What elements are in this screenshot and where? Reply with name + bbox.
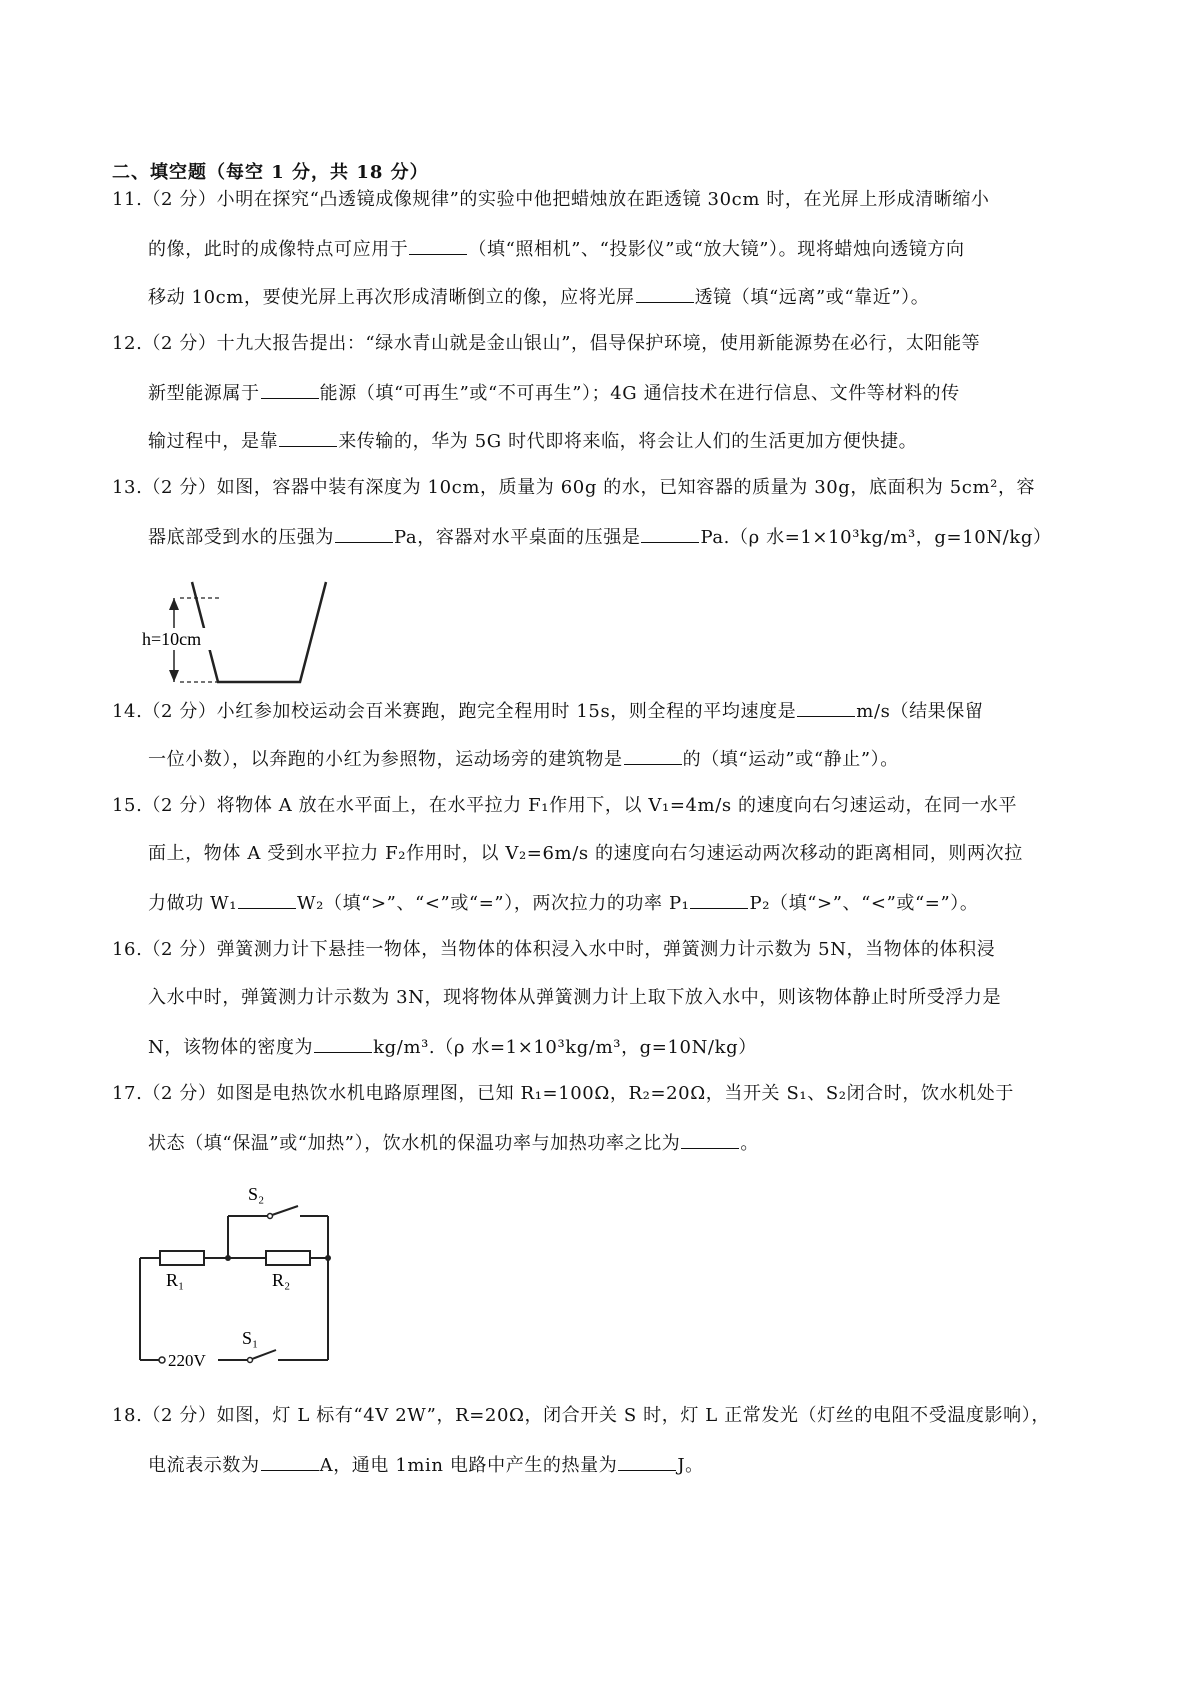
resistor-r1-icon — [160, 1251, 204, 1265]
question-16-line-3 — [148, 1034, 757, 1060]
question-11-line-2 — [148, 236, 965, 262]
question-points: （2 分） — [142, 477, 217, 498]
answer-blank[interactable] — [624, 746, 682, 765]
answer-blank[interactable] — [279, 428, 337, 447]
question-15-line-3 — [148, 890, 978, 916]
question-text: 一位小数），以奔跑的小红为参照物，运动场旁的建筑物是 — [148, 749, 623, 770]
question-text: 电流表示数为 — [148, 1455, 260, 1476]
s2-label: S₂ — [248, 1184, 265, 1204]
question-11-line-1 — [112, 188, 990, 212]
question-text: 。 — [740, 1133, 760, 1154]
question-points: （2 分） — [142, 701, 217, 722]
question-text: 弹簧测力计下悬挂一物体，当物体的体积浸入水中时，弹簧测力计示数为 5N，当物体的体积浸 — [216, 939, 996, 960]
question-text: P₂（填“>”、“<”或“=”）。 — [749, 893, 979, 914]
answer-blank[interactable] — [261, 380, 319, 399]
question-text: A，通电 1min 电路中产生的热量为 — [319, 1455, 618, 1476]
question-points: （2 分） — [142, 189, 217, 210]
question-number: 11. — [112, 189, 143, 210]
question-text: 如图，容器中装有深度为 10cm，质量为 60g 的水，已知容器的质量为 30g，底面积为 5cm²，容 — [216, 477, 1036, 498]
s1-label: S₁ — [242, 1328, 259, 1348]
question-text: 将物体 A 放在水平面上，在水平拉力 F₁作用下，以 V₁=4m/s 的速度向右匀速运动，在同一水平 — [216, 795, 1018, 816]
question-points: （2 分） — [142, 939, 217, 960]
question-text: 小明在探究“凸透镜成像规律”的实验中他把蜡烛放在距透镜 30cm 时，在光屏上形成清晰缩小 — [216, 189, 990, 210]
question-11-line-3 — [148, 284, 929, 310]
question-text: 能源（填“可再生”或“不可再生”）；4G 通信技术在进行信息、文件等材料的传 — [319, 383, 960, 404]
answer-blank[interactable] — [335, 524, 393, 543]
answer-blank[interactable] — [409, 236, 467, 255]
question-14-line-2 — [148, 746, 899, 772]
question-12-line-2 — [148, 380, 960, 406]
question-text: 来传输的，华为 5G 时代即将来临，将会让人们的生活更加方便快捷。 — [338, 431, 918, 452]
switch-s1-icon — [252, 1350, 276, 1359]
answer-blank[interactable] — [641, 524, 699, 543]
circuit-figure — [130, 1178, 340, 1378]
question-text: 如图是电热饮水机电路原理图，已知 R₁=100Ω，R₂=20Ω，当开关 S₁、S₂闭合时，饮水机处于 — [216, 1083, 1014, 1104]
question-17-line-1 — [112, 1082, 1014, 1106]
answer-blank[interactable] — [314, 1034, 372, 1053]
question-text: W₂（填“>”、“<”或“=”），两次拉力的功率 P₁ — [297, 893, 690, 914]
question-text: 器底部受到水的压强为 — [148, 527, 334, 548]
question-text: 移动 10cm，要使光屏上再次形成清晰倒立的像，应将光屏 — [148, 287, 635, 308]
question-text: 状态（填“保温”或“加热”），饮水机的保温功率与加热功率之比为 — [148, 1133, 681, 1154]
voltage-label: 220V — [168, 1351, 206, 1370]
terminal — [159, 1357, 165, 1363]
arrow-up-icon — [169, 598, 179, 610]
question-text: （填“照相机”、“投影仪”或“放大镜”）。现将蜡烛向透镜方向 — [468, 239, 965, 260]
question-16-line-2 — [148, 986, 1001, 1010]
question-text: 十九大报告提出：“绿水青山就是金山银山”，倡导保护环境，使用新能源势在必行，太阳能等 — [216, 333, 981, 354]
question-number: 12. — [112, 333, 143, 354]
question-12-line-3 — [148, 428, 917, 454]
question-text: Pa.（ρ 水=1×10³kg/m³，g=10N/kg） — [700, 527, 1052, 548]
question-text: 如图，灯 L 标有“4V 2W”，R=20Ω，闭合开关 S 时，灯 L 正常发光（灯丝的电阻不受温度影响）， — [216, 1405, 1050, 1426]
r2-label: R₂ — [272, 1270, 291, 1290]
question-15-line-1 — [112, 794, 1017, 818]
section-title: 二、填空题（每空 1 分，共 18 分） — [112, 162, 429, 183]
question-text: 新型能源属于 — [148, 383, 260, 404]
question-number: 16. — [112, 939, 143, 960]
question-13-line-2 — [148, 524, 1052, 550]
question-text: 小红参加校运动会百米赛跑，跑完全程用时 15s，则全程的平均速度是 — [216, 701, 797, 722]
question-text: 入水中时，弹簧测力计示数为 3N，现将物体从弹簧测力计上取下放入水中，则该物体静止时所受浮力是 — [148, 987, 1002, 1008]
question-number: 14. — [112, 701, 143, 722]
answer-blank[interactable] — [797, 698, 855, 717]
answer-blank[interactable] — [618, 1452, 676, 1471]
answer-blank[interactable] — [636, 284, 694, 303]
question-text: 的（填“运动”或“静止”）。 — [682, 749, 899, 770]
question-number: 17. — [112, 1083, 143, 1104]
question-points: （2 分） — [142, 795, 217, 816]
question-text: m/s（结果保留 — [856, 701, 984, 722]
question-12-line-1 — [112, 332, 980, 356]
question-14-line-1 — [112, 698, 983, 724]
switch-s2-icon — [272, 1206, 298, 1215]
question-number: 13. — [112, 477, 143, 498]
resistor-r2-icon — [266, 1251, 310, 1265]
question-18-line-1 — [112, 1404, 1050, 1428]
question-text: 的像，此时的成像特点可应用于 — [148, 239, 409, 260]
question-text: N，该物体的密度为 — [148, 1037, 314, 1058]
r1-label: R₁ — [166, 1270, 185, 1290]
question-text: 输过程中，是靠 — [148, 431, 279, 452]
question-13-line-1 — [112, 476, 1035, 500]
container-figure — [140, 570, 360, 690]
question-17-line-2 — [148, 1130, 759, 1156]
answer-blank[interactable] — [261, 1452, 319, 1471]
question-16-line-1 — [112, 938, 995, 962]
question-number: 18. — [112, 1405, 143, 1426]
answer-blank[interactable] — [681, 1130, 739, 1149]
arrow-down-icon — [169, 670, 179, 682]
question-18-line-2 — [148, 1452, 704, 1478]
question-text: 透镜（填“远离”或“靠近”）。 — [694, 287, 930, 308]
question-text: 面上，物体 A 受到水平拉力 F₂作用时，以 V₂=6m/s 的速度向右匀速运动两次移动的距离相同，则两次拉 — [148, 843, 1023, 864]
question-text: 力做功 W₁ — [148, 893, 238, 914]
question-number: 15. — [112, 795, 143, 816]
question-text: Pa，容器对水平桌面的压强是 — [394, 527, 641, 548]
answer-blank[interactable] — [238, 890, 296, 909]
answer-blank[interactable] — [690, 890, 748, 909]
height-label: h=10cm — [142, 629, 202, 649]
question-points: （2 分） — [142, 333, 217, 354]
question-text: kg/m³.（ρ 水=1×10³kg/m³，g=10N/kg） — [373, 1037, 757, 1058]
question-15-line-2 — [148, 842, 1023, 866]
question-text: J。 — [677, 1455, 704, 1476]
question-points: （2 分） — [142, 1405, 217, 1426]
question-points: （2 分） — [142, 1083, 217, 1104]
